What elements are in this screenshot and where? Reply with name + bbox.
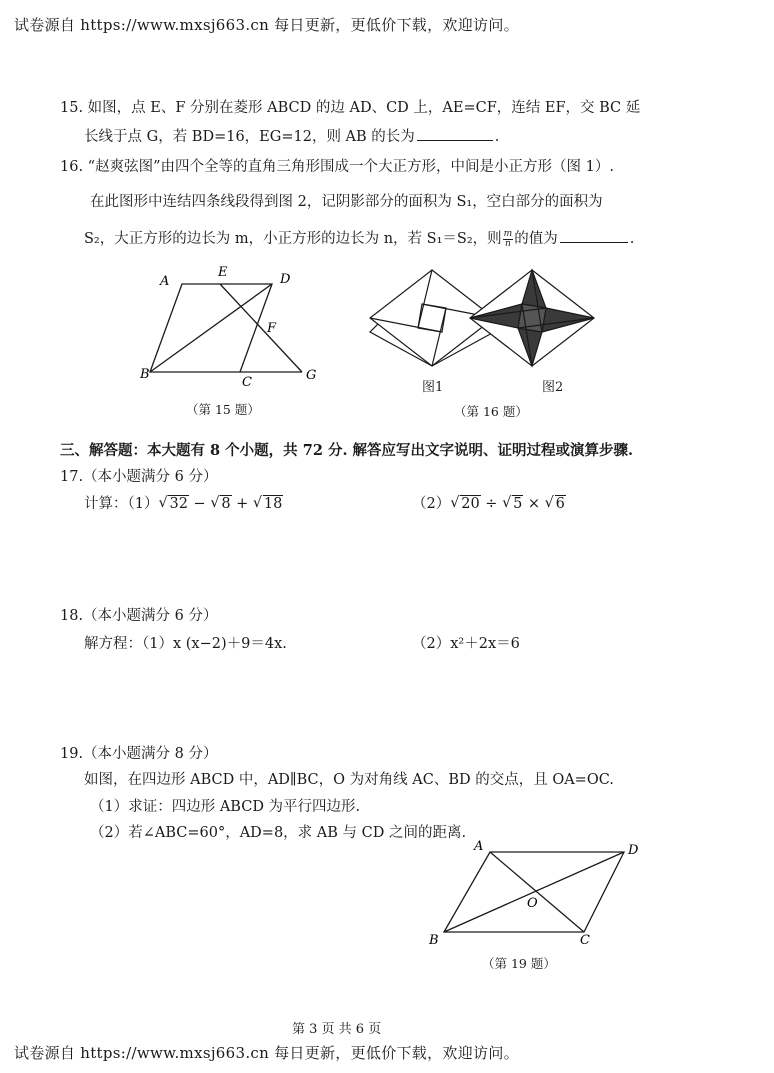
q17-p2-rad-3: 6: [555, 496, 565, 512]
q16-frac-den: n: [505, 238, 511, 249]
q15-number: 15.: [60, 100, 84, 116]
q17-p2-rad-2: 5: [513, 496, 523, 512]
q16-number: 16.: [60, 159, 84, 175]
fig15-label-a: A: [160, 274, 170, 289]
q15-line1: [60, 98, 640, 118]
fig19-label-a: A: [474, 839, 484, 854]
q15-line2: [84, 126, 499, 147]
q17-p2-sqrt-2: [502, 494, 523, 514]
fig19-label-o: O: [527, 896, 538, 911]
q17-rad-3: 18: [263, 496, 283, 512]
q16-line3: [84, 228, 634, 249]
fig15-label-c: C: [242, 375, 252, 390]
q15-answer-blank[interactable]: [417, 126, 493, 141]
q17-p2-sqrt-3: [545, 494, 566, 514]
q16-frac-num: m: [503, 228, 513, 239]
q17-op-1: −: [188, 496, 211, 512]
fig19-label-d: D: [628, 843, 639, 858]
fig15-label-g: G: [306, 368, 317, 383]
q16-line2: 在此图形中连结四条线段得到图 2，记阴影部分的面积为 S₁，空白部分的面积为: [90, 194, 603, 210]
q17-part2-prefix: （2）: [412, 496, 451, 512]
fig15-segment-eg: [220, 284, 302, 372]
q15-text-2: 长线于点 G，若 BD=16，EG=12，则 AB 的长为: [84, 129, 415, 145]
fig16-1-label: 图1: [422, 380, 444, 395]
q17-sqrt-2: [210, 494, 231, 514]
fig19-label-b: B: [429, 933, 439, 948]
q19-line3: （2）若∠ABC=60°，AD=8，求 AB 与 CD 之间的距离.: [90, 825, 467, 841]
q16-text-1: “赵爽弦图”由四个全等的直角三角形围成一个大正方形，中间是小正方形（图 1）.: [87, 159, 614, 175]
q19-line1: 如图，在四边形 ABCD 中，AD∥BC，O 为对角线 AC、BD 的交点，且 OA=OC.: [84, 772, 614, 788]
fig15-label-e: E: [218, 265, 228, 280]
q17-p2-sqrt-1: [450, 494, 480, 514]
q17-p2-op-1: ÷: [480, 496, 503, 512]
q16-text-3b: 的值为: [514, 231, 558, 247]
fig19-label-c: C: [580, 933, 590, 948]
q18-heading: 18.（本小题满分 6 分）: [60, 608, 218, 624]
q17-p2-op-2: ×: [523, 496, 545, 512]
fig19-diagonal-bd: [444, 852, 624, 932]
q18-part2: （2）x²＋2x＝6: [412, 636, 520, 652]
q17-rad-2: 8: [221, 496, 231, 512]
fig15-diagonal-bd: [150, 284, 272, 372]
q16-line1: [60, 157, 614, 177]
q17-part1: [84, 494, 283, 514]
q17-sqrt-3: [253, 494, 283, 514]
fig15-label-d: D: [280, 272, 291, 287]
fig15-caption: （第 15 题）: [186, 402, 260, 417]
q19-line2: （1）求证：四边形 ABCD 为平行四边形.: [90, 799, 361, 815]
fig16-2-label: 图2: [542, 380, 564, 395]
page-number: 第 3 页 共 6 页: [292, 1022, 382, 1037]
q15-period: .: [494, 129, 500, 145]
fig19-lines: [444, 852, 624, 932]
figure-15: [130, 262, 330, 390]
q17-sqrt-1: [158, 494, 188, 514]
q16-text-3: S₂，大正方形的边长为 m，小正方形的边长为 n，若 S₁＝S₂，则: [84, 231, 502, 247]
q17-prefix: 计算：（1）: [84, 496, 159, 512]
fig15-label-f: F: [267, 321, 277, 336]
q17-heading: 17.（本小题满分 6 分）: [60, 469, 218, 485]
q17-rad-1: 32: [169, 496, 188, 512]
q16-answer-blank[interactable]: [560, 228, 628, 243]
q16-fraction: [503, 230, 514, 249]
q17-part2: [412, 494, 566, 514]
q19-heading: 19.（本小题满分 8 分）: [60, 746, 218, 762]
section3-title: 三、解答题：本大题有 8 个小题，共 72 分. 解答应写出文字说明、证明过程或演算步骤.: [60, 442, 634, 459]
q15-text-1: 如图，点 E、F 分别在菱形 ABCD 的边 AD、CD 上，AE=CF，连结 EF，交 BC 延: [87, 100, 641, 116]
fig15-label-b: B: [140, 367, 150, 382]
fig19-diagonal-ac: [490, 852, 584, 932]
header-banner: 试卷源自 https://www.mxsj663.cn 每日更新，更低价下载，欢迎访问。: [14, 16, 519, 34]
figure-19: [420, 836, 650, 948]
fig16-2-group: [470, 270, 594, 366]
fig19-caption: （第 19 题）: [482, 956, 556, 971]
footer-banner: 试卷源自 https://www.mxsj663.cn 每日更新，更低价下载，欢迎访问。: [14, 1044, 519, 1062]
fig16-caption: （第 16 题）: [454, 404, 528, 419]
q17-op-2: +: [231, 496, 253, 512]
fig15-lines: [150, 284, 302, 372]
q16-period: .: [629, 231, 635, 247]
figure-16: [366, 266, 606, 374]
q17-p2-rad-1: 20: [461, 496, 480, 512]
q18-part1: 解方程：（1）x (x−2)＋9＝4x.: [84, 636, 287, 652]
